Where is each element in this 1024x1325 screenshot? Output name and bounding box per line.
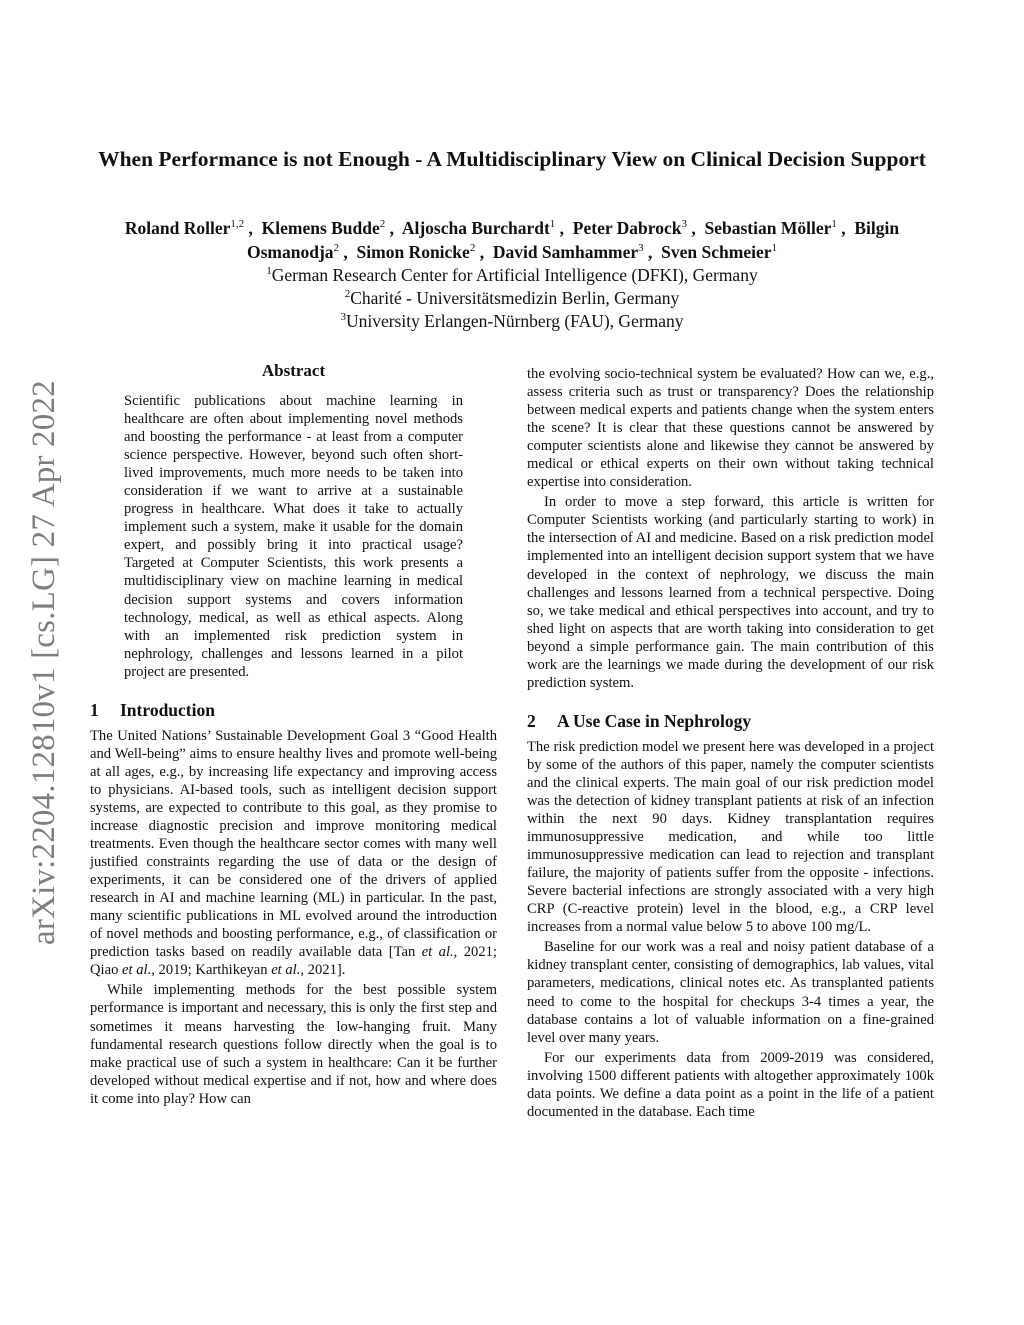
citation-etal: et al. <box>122 962 152 979</box>
right-column <box>527 365 934 1121</box>
intro-paragraph-2: While implementing methods for the best possible system performance is important and necessary, this is only the first step and sometimes it means harvesting the low-hanging fruit. Many fundamental research questions follow directly when the goal is to make practical use of such a system in healthcare: Can it be further developed without medical expertise and if not, how and where does it come into play? How can <box>90 982 497 1107</box>
affiliation: $^3$University Erlangen-Nürnberg (FAU), Germany <box>340 311 684 331</box>
affiliation: $^1$German Research Center for Artificial Intelligence (DFKI), Germany <box>266 265 758 285</box>
author: Sebastian Möller$^1$ <box>704 218 837 238</box>
author: Aljoscha Burchardt$^1$ <box>401 218 556 238</box>
paper-title: When Performance is not Enough - A Multidisciplinary View on Clinical Decision Support <box>98 147 926 171</box>
affiliation: $^2$Charité - Universitätsmedizin Berlin, Germany <box>344 288 680 308</box>
section-number: 2 <box>527 710 536 731</box>
author: Peter Dabrock$^3$ <box>572 218 687 238</box>
author: Sven Schmeier$^1$ <box>661 242 777 262</box>
section-heading-use-case <box>527 710 934 732</box>
section-heading-introduction <box>90 699 497 721</box>
left-column <box>90 360 497 1108</box>
arxiv-identifier-stamp: arXiv:2204.12810v1 [cs.LG] 27 Apr 2022 <box>26 380 62 945</box>
author-list: Roland Roller$^{1,2}$ , Klemens Budde$^2$ , Aljoscha Burchardt$^1$ , Peter Dabrock$^3$ , Sebastian Möller$^1$ , Bilgin Osmanodja$^2$ , Simon Ronicke$^2$ , David Samhammer$^3$ , Sven Schmeier$^1$ <box>124 218 900 262</box>
intro-paragraph-3: In order to move a step forward, this article is written for Computer Scientists working (and particularly starting to work) in the intersection of AI and medicine. Based on a risk prediction model implemented into an intelligent decision support system that we have developed in the context of nephrology, we discuss the main challenges and lessons learned from a technical perspective. Doing so, we take medical and ethical perspectives into account, and try to shed light on aspects that are worth taking into consideration to get beyond a simple performance gain. The main contribution of this work are the learnings we made during the development of our risk prediction system. <box>527 494 934 691</box>
use-case-paragraph-2: Baseline for our work was a real and noisy patient database of a kidney transplant center, consisting of demographics, lab values, vital parameters, medications, clinical notes etc. As transplanted patients need to come to the hospital for checkups 3-4 times a year, the database contains a lot of valuable information on a fine-grained level over many years. <box>527 939 934 1046</box>
author: Simon Ronicke$^2$ <box>356 242 476 262</box>
use-case-paragraph-1: The risk prediction model we present here was developed in a project by some of the authors of this paper, namely the computer scientists and the clinical experts. The main goal of our risk prediction model was the detection of kidney transplant patients at risk of an infection within the next 90 days. Kidney transplantation requires immunosuppressive medication, and while too little immunosuppressive medication can lead to rejection and transplant failure, the majority of patients suffer from the opposite - infections. Severe bacterial infections are strongly associated with a very high CRP (C-reactive protein) level in the blood, e.g., a CRP level increases from a normal value below 5 to above 100 mg/L. <box>527 738 934 936</box>
section-number: 1 <box>90 699 99 720</box>
citation-etal: et al. <box>421 944 454 961</box>
affiliation-list <box>100 264 924 333</box>
abstract-text: Scientific publications about machine learning in healthcare are often about implementing novel methods and boosting the performance - at least from a computer science perspective. However, beyond such often short-lived improvements, much more needs to be taken into consideration if we want to arrive at a sustainable progress in healthcare. What does it take to actually implement such a system, make it usable for the domain expert, and possibly bring it into practical usage? Targeted at Computer Scientists, this work presents a multidisciplinary view on machine learning in medical decision support systems and covers information technology, medical, as well as ethical aspects. Along with an implemented risk prediction system in nephrology, challenges and lessons learned in a pilot project are presented. <box>124 393 463 680</box>
section-title: Introduction <box>120 699 215 720</box>
citation-etal: et al. <box>271 962 301 979</box>
author: Bilgin Osmanodja$^2$ <box>246 218 900 262</box>
author: Klemens Budde$^2$ <box>261 218 386 238</box>
abstract-heading: Abstract <box>261 361 326 380</box>
author: David Samhammer$^3$ <box>492 242 644 262</box>
intro-paragraph-2-continued: the evolving socio-technical system be evaluated? How can we, e.g., assess criteria such as trust or transparency? Does the relationship between medical experts and patients change when the system enters the scene? It is clear that these questions cannot be answered by computer scientists alone and likewise they cannot be answered by medical or ethical experts on their own without taking technical expertise into consideration. <box>527 366 934 491</box>
author: Roland Roller$^{1,2}$ <box>124 218 245 238</box>
use-case-paragraph-3: For our experiments data from 2009-2019 was considered, involving 1500 different patients with altogether approximately 100k data points. We define a data point as a point in the life of a patient documented in the database. Each time <box>527 1049 934 1120</box>
intro-paragraph-1: The United Nations’ Sustainable Development Goal 3 “Good Health and Well-being” aims to ensure healthy lives and promote well-being at all ages, e.g., by increasing life expectancy and improving access to physicians. AI-based tools, such as intelligent decision support systems, are expected to contribute to this goal, as they promise to increase diagnostic precision and improve monitoring medical treatments. Even though the healthcare sector comes with many well justified constraints regarding the use of data or the design of experiments, it can be considered one of the drivers of applied research in AI and machine learning (ML) in particular. In the past, many scientific publications in ML evolved around the introduction of novel methods and boosting performance, e.g., of classification or prediction tasks based on readily available data [Tan et al., 2021; Qiao et al., 2019; Karthikeyan et al., 2021]. <box>90 727 497 979</box>
section-title: A Use Case in Nephrology <box>557 710 752 731</box>
